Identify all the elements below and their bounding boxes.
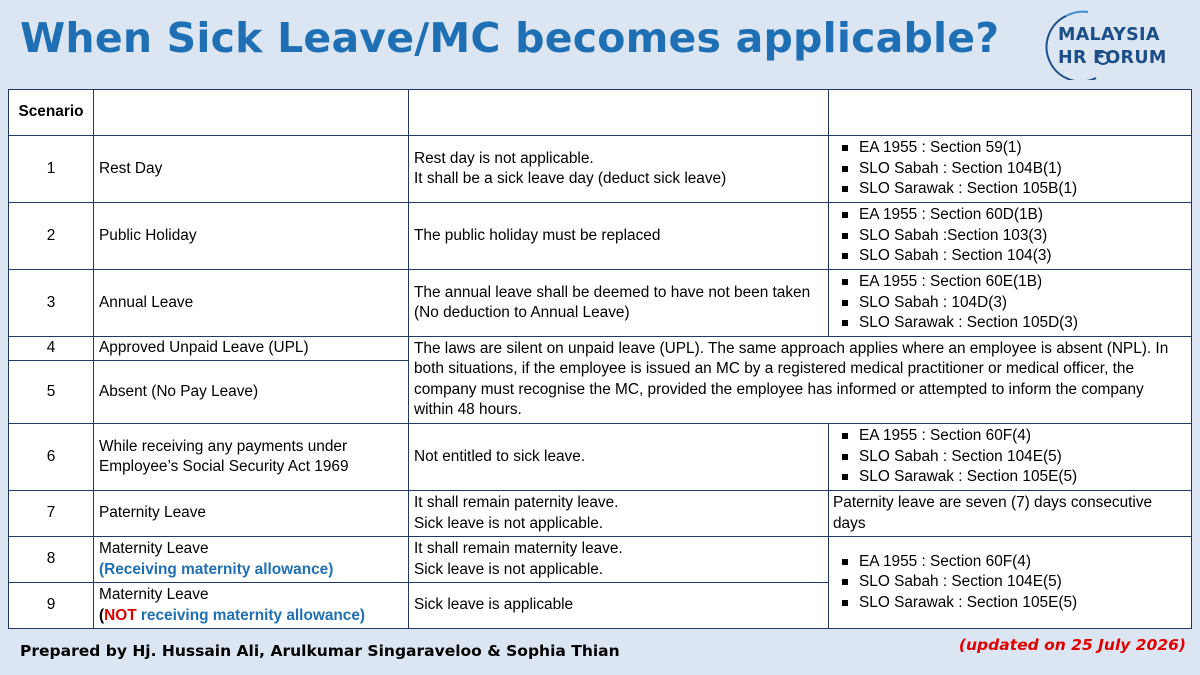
employee-cell [94,583,409,629]
scenario-number: 8 [9,537,94,583]
law-line: Not entitled to sick leave. [414,447,586,465]
law-line: The public holiday must be replaced [414,226,661,244]
employee-cell: While receiving any payments under Employee’s Social Security Act 1969 [94,424,409,491]
note-rest: receiving maternity allowance) [136,606,366,624]
law-cell [409,203,829,270]
scenario-number: 4 [9,337,94,361]
law-cell [409,491,829,537]
section-cell-maternity [829,537,1192,629]
section-item: SLO Sabah : Section 104E(5) [839,447,1191,467]
header-scenario: Scenario [9,90,94,136]
table-row [9,424,1192,491]
logo-line-2: HR FORUM [1058,48,1167,68]
note-not: NOT [104,606,137,624]
table-row [9,270,1192,337]
table-row [9,337,1192,361]
section-item: SLO Sarawak : Section 105E(5) [839,467,1191,487]
law-line: The annual leave shall be deemed to have not been taken (No deduction to Annual Leave) [414,283,811,321]
header-employee: Employees falls sick on [94,90,409,136]
law-line: Sick leave is applicable [414,596,574,614]
law-cell [409,270,829,337]
employee-cell [94,537,409,583]
employee-cell: Rest Day [94,136,409,203]
employee-cell: Paternity Leave [94,491,409,537]
law-line: It shall remain maternity leave. [414,540,623,558]
employee-cell: Approved Unpaid Leave (UPL) [94,337,409,361]
law-cell [409,136,829,203]
section-cell [829,270,1192,337]
section-item: SLO Sabah : Section 104E(5) [839,572,1191,592]
note-open-paren: ( [99,606,105,624]
scenario-number: 7 [9,491,94,537]
header-law: What Do the Employment Act 1955 and the Sabah and Sarawak Labour Ordinances Say? [409,90,829,136]
section-item: EA 1955 : Section 60D(1B) [839,205,1191,225]
table-row [9,203,1192,270]
section-cell [829,203,1192,270]
table-row [9,491,1192,537]
scenario-number: 3 [9,270,94,337]
section-cell [829,136,1192,203]
sick-leave-table [8,89,1192,629]
scenario-number: 9 [9,583,94,629]
page-title: When Sick Leave/MC becomes applicable? [20,14,1000,62]
table-row [9,537,1192,583]
law-cell [409,424,829,491]
upl-merged-cell: The laws are silent on unpaid leave (UPL). The same approach applies where an employee is absent (NPL). In both situations, if the employee is issued an MC by a registered medical practitioner or medical officer, the company must recognise the MC, provided the employee has informed or attempted to inform the company within 48 hours. [409,337,1192,424]
law-cell [409,583,829,629]
section-item: SLO Sabah : 104D(3) [839,293,1191,313]
law-line: Rest day is not applicable. [414,149,594,167]
law-line: It shall remain paternity leave. [414,494,619,512]
law-line: Sick leave is not applicable. [414,514,604,532]
table-row [9,136,1192,203]
section-cell [829,424,1192,491]
section-item: SLO Sabah : Section 104(3) [839,246,1191,266]
section-item: SLO Sarawak : Section 105D(3) [839,313,1191,333]
employee-cell: Annual Leave [94,270,409,337]
section-item: EA 1955 : Section 59(1) [839,138,1191,158]
header-section: Which Section? [829,90,1192,136]
employee-note [99,606,404,626]
section-item: EA 1955 : Section 60F(4) [839,552,1191,572]
logo-line-1: MALAYSIA [1058,25,1160,45]
updated-date: (updated on 25 July 2026) [958,636,1186,654]
prepared-by: Prepared by Hj. Hussain Ali, Arulkumar Singaraveloo & Sophia Thian [20,642,620,660]
law-line: It shall be a sick leave day (deduct sick leave) [414,170,727,187]
employee-line: Maternity Leave [99,540,209,558]
section-item: EA 1955 : Section 60F(4) [839,426,1191,446]
section-item: SLO Sabah :Section 103(3) [839,226,1191,246]
law-cell [409,537,829,583]
section-item: SLO Sarawak : Section 105E(5) [839,593,1191,613]
law-line: Sick leave is not applicable. [414,560,604,578]
scenario-number: 5 [9,361,94,424]
table-header-row [9,90,1192,136]
employee-cell: Public Holiday [94,203,409,270]
malaysia-hr-forum-logo [1036,8,1186,80]
employee-line: Maternity Leave [99,586,209,604]
section-item: SLO Sabah : Section 104B(1) [839,159,1191,179]
scenario-number: 6 [9,424,94,491]
section-cell: Paternity leave are seven (7) days consecutive days [829,491,1192,537]
section-item: SLO Sarawak : Section 105B(1) [839,179,1191,199]
employee-note: (Receiving maternity allowance) [99,560,334,578]
scenario-number: 2 [9,203,94,270]
scenario-number: 1 [9,136,94,203]
employee-cell: Absent (No Pay Leave) [94,361,409,424]
section-item: EA 1955 : Section 60E(1B) [839,272,1191,292]
